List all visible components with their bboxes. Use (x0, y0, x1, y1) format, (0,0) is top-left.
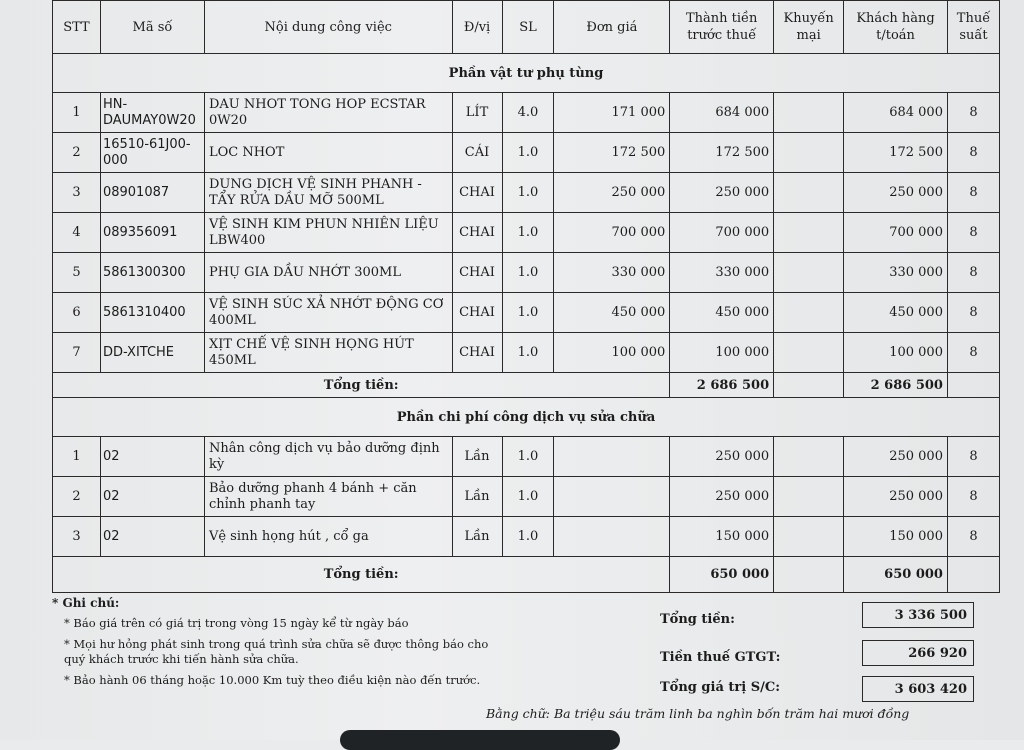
service-total-row (53, 557, 1000, 593)
row-promo (774, 293, 844, 333)
row-stt: 7 (53, 333, 101, 373)
row-customer-pay: 150 000 (844, 517, 948, 557)
row-customer-pay: 700 000 (844, 213, 948, 253)
row-unit-price: 250 000 (554, 173, 670, 213)
col-stt: STT (53, 1, 101, 54)
row-amount: 700 000 (670, 213, 774, 253)
col-khuyen-mai: Khuyến mại (774, 1, 844, 54)
row-description: VỆ SINH SÚC XẢ NHỚT ĐỘNG CƠ 400ML (204, 293, 452, 333)
row-unit: CHAI (452, 213, 502, 253)
parts-total-row (53, 373, 1000, 398)
row-qty: 1.0 (502, 213, 554, 253)
header-row (53, 1, 1000, 54)
parts-total-customer: 2 686 500 (844, 373, 948, 398)
row-amount: 250 000 (670, 437, 774, 477)
row-unit: CHAI (452, 333, 502, 373)
row-unit: CHAI (452, 293, 502, 333)
col-ma-so: Mã số (100, 1, 204, 54)
row-qty: 1.0 (502, 293, 554, 333)
row-promo (774, 93, 844, 133)
table-row (53, 133, 1000, 173)
row-tax-rate: 8 (947, 173, 999, 213)
row-unit-price: 100 000 (554, 333, 670, 373)
col-thue-suat: Thuế suất (947, 1, 999, 54)
row-code: HN-DAUMAY0W20 (100, 93, 204, 133)
service-total-tax (947, 557, 999, 593)
row-qty: 1.0 (502, 517, 554, 557)
table-row (53, 437, 1000, 477)
row-tax-rate: 8 (947, 293, 999, 333)
row-unit-price: 700 000 (554, 213, 670, 253)
row-amount: 250 000 (670, 477, 774, 517)
row-tax-rate: 8 (947, 437, 999, 477)
table-row (53, 293, 1000, 333)
row-description: PHỤ GIA DẦU NHỚT 300ML (204, 253, 452, 293)
row-description: Vệ sinh họng hút , cổ ga (204, 517, 452, 557)
row-unit: Lần (452, 517, 502, 557)
row-unit-price: 450 000 (554, 293, 670, 333)
service-section-title: Phần chi phí công dịch vụ sửa chữa (53, 398, 1000, 437)
row-code: 02 (100, 517, 204, 557)
row-tax-rate: 8 (947, 253, 999, 293)
row-stt: 1 (53, 93, 101, 133)
row-customer-pay: 100 000 (844, 333, 948, 373)
row-unit: LÍT (452, 93, 502, 133)
row-code: 5861310400 (100, 293, 204, 333)
service-total-amount: 650 000 (670, 557, 774, 593)
summary-total-label: Tổng tiền: (660, 612, 735, 627)
summary-grand-label: Tổng giá trị S/C: (660, 680, 780, 695)
row-customer-pay: 450 000 (844, 293, 948, 333)
row-stt: 3 (53, 173, 101, 213)
summary-total-value: 3 336 500 (862, 602, 974, 628)
col-thanh-tien: Thành tiền trước thuế (670, 1, 774, 54)
row-qty: 1.0 (502, 477, 554, 517)
row-tax-rate: 8 (947, 133, 999, 173)
row-unit: CÁI (452, 133, 502, 173)
row-code: 16510-61J00-000 (100, 133, 204, 173)
row-qty: 1.0 (502, 437, 554, 477)
row-promo (774, 477, 844, 517)
row-unit-price: 171 000 (554, 93, 670, 133)
row-stt: 5 (53, 253, 101, 293)
row-unit: CHAI (452, 253, 502, 293)
row-customer-pay: 172 500 (844, 133, 948, 173)
service-total-label: Tổng tiền: (53, 557, 670, 593)
row-amount: 250 000 (670, 173, 774, 213)
row-description: VỆ SINH KIM PHUN NHIÊN LIỆU LBW400 (204, 213, 452, 253)
row-stt: 2 (53, 477, 101, 517)
summary-grand-value: 3 603 420 (862, 676, 974, 702)
row-unit: Lần (452, 477, 502, 517)
row-stt: 2 (53, 133, 101, 173)
row-stt: 3 (53, 517, 101, 557)
row-description: Bảo dưỡng phanh 4 bánh + căn chỉnh phanh tay (204, 477, 452, 517)
parts-total-promo (774, 373, 844, 398)
row-stt: 4 (53, 213, 101, 253)
summary-vat-label: Tiền thuế GTGT: (660, 650, 781, 665)
row-code: 02 (100, 477, 204, 517)
parts-total-tax (947, 373, 999, 398)
table-row (53, 253, 1000, 293)
row-code: 02 (100, 437, 204, 477)
service-total-promo (774, 557, 844, 593)
row-customer-pay: 250 000 (844, 173, 948, 213)
amount-in-words: Bằng chữ: Ba triệu sáu trăm linh ba nghìn bốn trăm hai mươi đồng (486, 706, 910, 721)
parts-total-label: Tổng tiền: (53, 373, 670, 398)
col-khach-hang: Khách hàng t/toán (844, 1, 948, 54)
row-promo (774, 253, 844, 293)
row-qty: 1.0 (502, 253, 554, 293)
col-noi-dung: Nội dung công việc (204, 1, 452, 54)
row-qty: 1.0 (502, 333, 554, 373)
row-unit-price (554, 477, 670, 517)
bottom-overlay-bar (340, 730, 620, 750)
row-promo (774, 173, 844, 213)
row-promo (774, 517, 844, 557)
row-amount: 100 000 (670, 333, 774, 373)
col-sl: SL (502, 1, 554, 54)
row-description: DUNG DỊCH VỆ SINH PHANH - TẨY RỬA DẦU MỠ 500ML (204, 173, 452, 213)
table-row (53, 213, 1000, 253)
note-line: * Bảo hành 06 tháng hoặc 10.000 Km tuỳ theo điều kiện nào đến trước. (64, 673, 481, 687)
row-qty: 4.0 (502, 93, 554, 133)
row-customer-pay: 250 000 (844, 477, 948, 517)
table-row (53, 93, 1000, 133)
summary-vat-value: 266 920 (862, 640, 974, 666)
row-description: LOC NHOT (204, 133, 452, 173)
table-row (53, 173, 1000, 213)
row-amount: 684 000 (670, 93, 774, 133)
notes-block (52, 596, 492, 694)
service-total-customer: 650 000 (844, 557, 948, 593)
row-tax-rate: 8 (947, 477, 999, 517)
notes-title: * Ghi chú: (52, 596, 120, 610)
parts-total-amount: 2 686 500 (670, 373, 774, 398)
row-promo (774, 437, 844, 477)
row-description: XỊT CHẾ VỆ SINH HỌNG HÚT 450ML (204, 333, 452, 373)
table-row (53, 517, 1000, 557)
row-amount: 450 000 (670, 293, 774, 333)
row-amount: 172 500 (670, 133, 774, 173)
row-amount: 150 000 (670, 517, 774, 557)
row-promo (774, 333, 844, 373)
row-code: 5861300300 (100, 253, 204, 293)
note-line: * Báo giá trên có giá trị trong vòng 15 ngày kể từ ngày báo (64, 616, 409, 630)
row-unit-price: 172 500 (554, 133, 670, 173)
row-customer-pay: 250 000 (844, 437, 948, 477)
row-unit-price: 330 000 (554, 253, 670, 293)
row-code: 089356091 (100, 213, 204, 253)
row-description: Nhân công dịch vụ bảo dưỡng định kỳ (204, 437, 452, 477)
row-tax-rate: 8 (947, 333, 999, 373)
table-row (53, 477, 1000, 517)
row-amount: 330 000 (670, 253, 774, 293)
row-stt: 1 (53, 437, 101, 477)
row-promo (774, 133, 844, 173)
row-qty: 1.0 (502, 133, 554, 173)
row-code: DD-XITCHE (100, 333, 204, 373)
row-unit-price (554, 517, 670, 557)
row-unit: Lần (452, 437, 502, 477)
col-don-gia: Đơn giá (554, 1, 670, 54)
row-customer-pay: 330 000 (844, 253, 948, 293)
row-tax-rate: 8 (947, 517, 999, 557)
col-dvi: Đ/vị (452, 1, 502, 54)
row-description: DAU NHOT TONG HOP ECSTAR 0W20 (204, 93, 452, 133)
row-qty: 1.0 (502, 173, 554, 213)
parts-section-title: Phần vật tư phụ tùng (53, 54, 1000, 93)
row-customer-pay: 684 000 (844, 93, 948, 133)
row-unit-price (554, 437, 670, 477)
row-tax-rate: 8 (947, 93, 999, 133)
row-stt: 6 (53, 293, 101, 333)
row-code: 08901087 (100, 173, 204, 213)
row-unit: CHAI (452, 173, 502, 213)
row-promo (774, 213, 844, 253)
quotation-table (52, 0, 1000, 593)
row-tax-rate: 8 (947, 213, 999, 253)
table-row (53, 333, 1000, 373)
note-line: * Mọi hư hỏng phát sinh trong quá trình sửa chữa sẽ được thông báo cho quý khách trước khi tiến hành sửa chữa. (64, 637, 489, 666)
